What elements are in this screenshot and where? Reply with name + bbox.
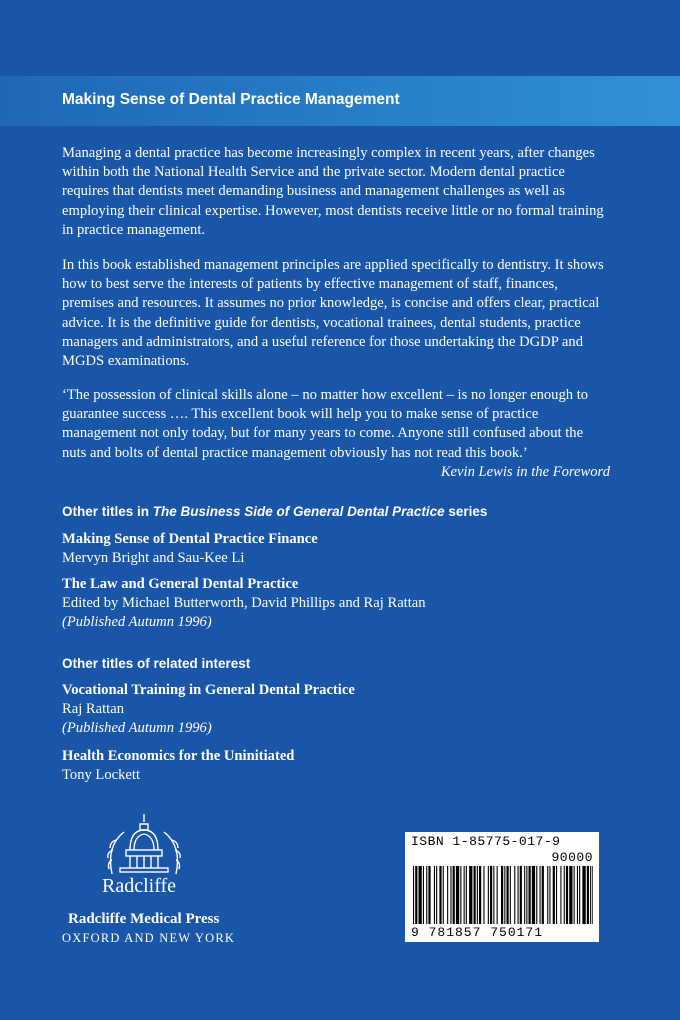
- series-book-1: [62, 530, 318, 568]
- barcode-bar: [592, 866, 593, 924]
- barcode-bar: [574, 866, 575, 924]
- publisher-name: Radcliffe Medical Press: [68, 911, 220, 927]
- barcode-bar: [560, 866, 561, 924]
- barcode-bar: [549, 866, 550, 924]
- barcode-bar: [477, 866, 478, 924]
- barcode-bar: [447, 866, 448, 924]
- logo-wordmark: Radcliffe: [102, 875, 177, 897]
- barcode-bar: [577, 866, 578, 924]
- barcode-bar: [542, 866, 544, 924]
- series-heading-suffix: series: [444, 504, 488, 519]
- barcode-bar: [514, 866, 515, 924]
- barcode-bar: [423, 866, 424, 924]
- barcode-bar: [507, 866, 509, 924]
- barcode-bar: [436, 866, 437, 924]
- series-name: The Business Side of General Dental Practice: [152, 504, 445, 519]
- barcode-bar: [419, 866, 422, 924]
- related-heading: Other titles of related interest: [62, 656, 251, 671]
- barcode-bar: [443, 866, 444, 924]
- barcode-bar: [556, 866, 557, 924]
- barcode-bars: [413, 866, 593, 924]
- book-title-text: Making Sense of Dental Practice Finance: [62, 531, 318, 547]
- barcode-bar: [428, 866, 430, 924]
- barcode-bar: [474, 866, 476, 924]
- related-book-1: [62, 681, 355, 738]
- publisher-location: OXFORD AND NEW YORK: [62, 931, 236, 945]
- barcode-bar: [524, 866, 525, 924]
- book-authors: Raj Rattan: [62, 701, 125, 717]
- barcode-bar: [520, 866, 522, 924]
- barcode-bar: [426, 866, 427, 924]
- isbn-barcode: [405, 832, 599, 942]
- barcode-bar: [456, 866, 459, 924]
- barcode-bar: [415, 866, 417, 924]
- description-paragraph-2: In this book established management principles are applied specifically to dentistry. It shows how to best serve the interests of patients by effective management of staff, finances, premises and resources. It assumes no prior knowledge, is concise and offers clear, practical advice. It is the definitive guide for dentists, vocational trainees, dental students, practice managers and administrators, and a useful reference for those undertaking the DGDP and MGDS examinations.: [62, 257, 604, 370]
- barcode-bar: [466, 866, 467, 924]
- book-title-text: The Law and General Dental Practice: [62, 576, 299, 592]
- barcode-bar: [510, 866, 511, 924]
- series-heading-prefix: Other titles in: [62, 504, 153, 519]
- barcode-bar: [566, 866, 568, 924]
- barcode-bar: [497, 866, 498, 924]
- series-book-2: [62, 575, 426, 632]
- barcode-bar: [536, 866, 537, 924]
- barcode-bar: [569, 866, 572, 924]
- quote-attribution: Kevin Lewis in the Foreword: [440, 463, 610, 480]
- book-authors: Mervyn Bright and Sau-Kee Li: [62, 550, 245, 566]
- ean-number: 9 781857 750171: [411, 925, 544, 940]
- barcode-bar: [460, 866, 461, 924]
- barcode-bar: [579, 866, 580, 924]
- barcode-bar: [532, 866, 535, 924]
- barcode-bar: [582, 866, 585, 924]
- barcode-bar: [434, 866, 435, 924]
- barcode-bar: [490, 866, 492, 924]
- barcode-bar: [479, 866, 481, 924]
- barcode-bar: [587, 866, 589, 924]
- book-authors: Edited by Michael Butterworth, David Phillips and Raj Rattan: [62, 595, 426, 611]
- barcode-bar: [518, 866, 519, 924]
- barcode-bar: [553, 866, 555, 924]
- barcode-bar: [540, 866, 541, 924]
- barcode-bar: [453, 866, 455, 924]
- barcode-bar: [501, 866, 503, 924]
- book-title-text: Health Economics for the Uninitiated: [62, 748, 295, 764]
- barcode-bar: [547, 866, 548, 924]
- barcode-bar: [564, 866, 565, 924]
- barcode-bar: [483, 866, 484, 924]
- price-code: 90000: [551, 850, 593, 865]
- barcode-bar: [493, 866, 494, 924]
- book-title-text: Vocational Training in General Dental Practice: [62, 682, 355, 698]
- book-note: (Published Autumn 1996): [62, 720, 212, 736]
- quote-text: ‘The possession of clinical skills alone – no matter how excellent – is no longer enough to guarantee success …. This excellent book will help you to make sense of practice management not only today, but for many years to come. Anyone still confused about the nuts and bolts of dental practice management obviously has not read this book.’: [62, 387, 589, 461]
- barcode-bar: [590, 866, 591, 924]
- foreword-quote: [62, 386, 610, 482]
- barcode-bar: [450, 866, 451, 924]
- barcode-bar: [464, 866, 465, 924]
- description-paragraph-1: Managing a dental practice has become increasingly complex in recent years, after changes within both the National Health Service and the private sector. Modern dental practice requires that dentists meet demanding business and management challenges as well as employing their clinical expertise. However, most dentists receive little or no formal training in practice management.: [62, 145, 604, 238]
- barcode-bar: [504, 866, 505, 924]
- barcode-bar: [526, 866, 527, 924]
- series-heading: [62, 504, 487, 519]
- barcode-bar: [469, 866, 472, 924]
- barcode-bar: [488, 866, 489, 924]
- isbn-number: ISBN 1-85775-017-9: [411, 834, 561, 849]
- book-note: (Published Autumn 1996): [62, 614, 212, 630]
- barcode-bar: [439, 866, 441, 924]
- book-authors: Tony Lockett: [62, 767, 141, 783]
- book-title: Making Sense of Dental Practice Management: [62, 91, 400, 108]
- related-book-2: [62, 747, 294, 785]
- barcode-bar: [413, 866, 414, 924]
- barcode-bar: [529, 866, 531, 924]
